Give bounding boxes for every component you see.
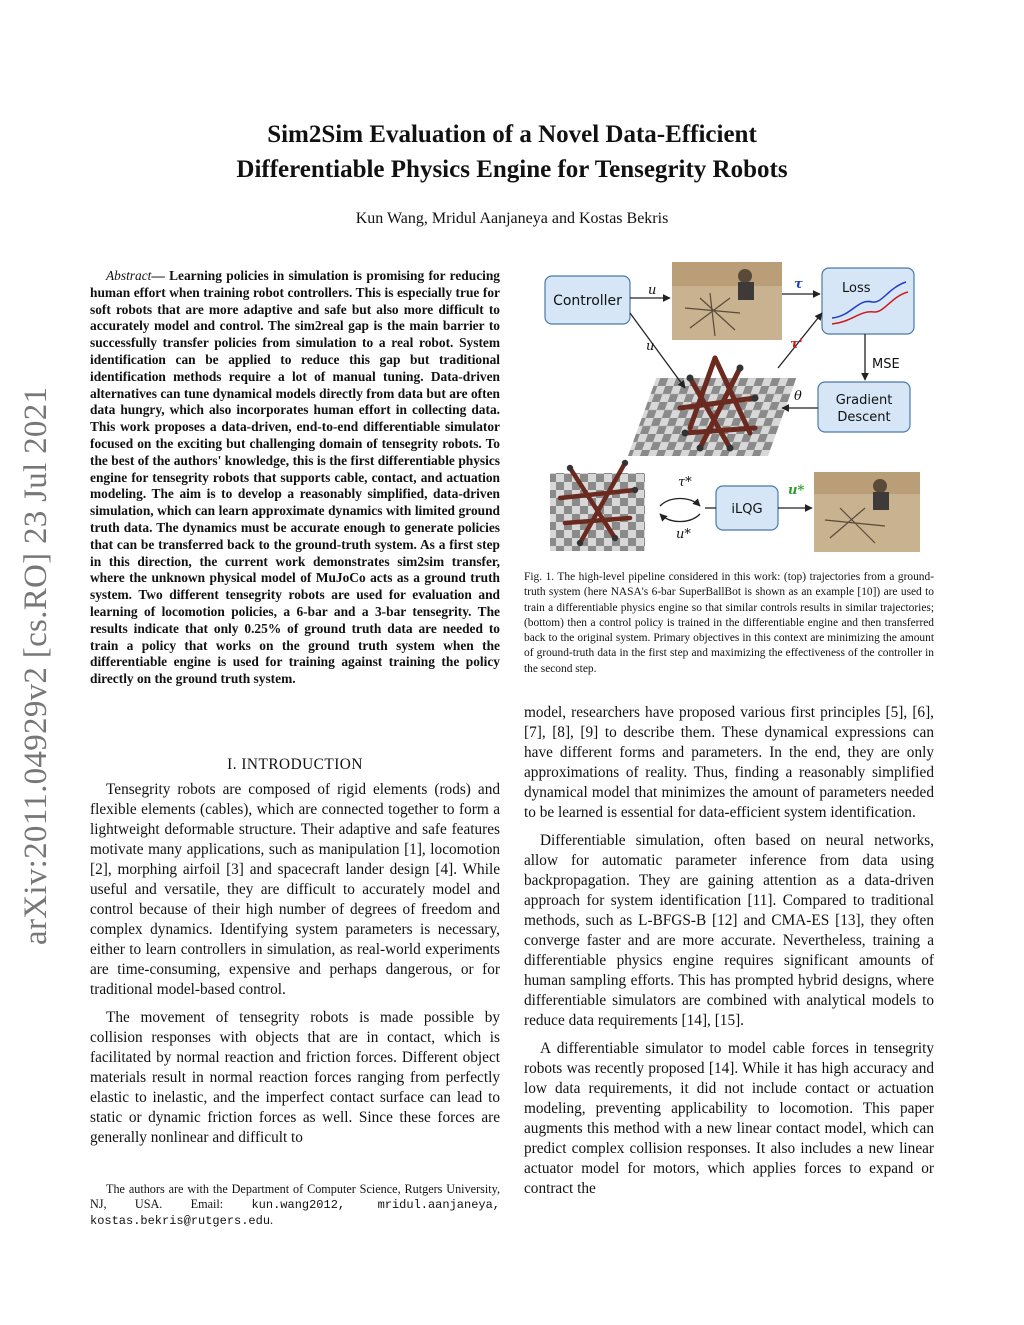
abstract-lead: Abstract — [106, 268, 152, 283]
right-paragraph-2: Differentiable simulation, often based on neural networks, allow for automatic parameter inference from data using backpropagation. They are gaining attention as a data-driven approach for system identification [11]. Compared to traditional methods, such as L-BFGS-B [12] and CMA-ES [13], they often converge faster and are more accurate. Nevertheless, training a differentiable physics engine requires significant amounts of human sampling efforts. This has prompted hybrid designs, where differentiable simulators are combined with analytical models to reduce data requirements [14], [15]. — [524, 832, 934, 1029]
footnote-end: . — [270, 1213, 274, 1227]
intro-paragraph-1: Tensegrity robots are composed of rigid elements (rods) and flexible elements (cables), which are connected together to form a lightweight deformable structure. Their adaptive and safe features motivate many applications, such as manipulation [1], locomotion [2], morphing airfoil [3] and spacecraft lander design [4]. While useful and versatile, they are difficult to accurately model and control because of their high number of degrees of freedom and complex dynamics. Identifying system parameters is necessary, either to learn controllers in simulation, as real-world experiments are time-consuming, expensive and perhaps dangerous, or for traditional model-based control. — [90, 781, 500, 998]
gradient-descent-line2: Descent — [837, 410, 891, 425]
section-heading-introduction: I. INTRODUCTION — [227, 756, 363, 773]
tau-label: τ — [794, 277, 803, 292]
right-paragraph-3: A differentiable simulator to model cable forces in tensegrity robots was recently proposed [14]. While it has high accuracy and low data requirements, it did not include contact or actuation modeling, preventing applicability to locomotion. This paper augments this method with a new linear contact model, which can predict complex collision responses. It also includes a new linear actuator model for motors, which applies forces to expand or contract the — [524, 1040, 934, 1197]
abstract — [90, 268, 500, 688]
u-star-label-left: u* — [676, 527, 691, 542]
footnote-text: The authors are with the Department of Computer Science, Rutgers University, NJ, USA. Email: — [90, 1182, 500, 1211]
tau-star-label: τ* — [678, 475, 692, 490]
gradient-descent-line1: Gradient — [835, 393, 893, 408]
title-line-1: Sim2Sim Evaluation of a Novel Data-Efficient — [267, 121, 757, 148]
paper-title — [130, 117, 894, 187]
mse-label: MSE — [872, 357, 900, 372]
tau-prime-label: τ' — [790, 337, 803, 352]
figure-pipeline — [540, 258, 920, 558]
right-column-text — [524, 703, 934, 1207]
controller-label: Controller — [553, 293, 622, 309]
author-list: Kun Wang, Mridul Aanjaneya and Kostas Bekris — [355, 210, 669, 227]
u-label-bottom: u — [646, 339, 655, 354]
loss-label: Loss — [842, 281, 871, 296]
intro-paragraph-2: The movement of tensegrity robots is made possible by collision responses with objects that are in contact, which is facilitated by normal reaction and friction forces. Different object materials result in normal reaction forces ranging from perfectly elastic to inelastic, and the imperfect contact surface can lead to static or dynamic friction forces as well. Since these forces are generally nonlinear and difficult to — [90, 1009, 500, 1146]
title-line-2: Differentiable Physics Engine for Tensegrity Robots — [236, 156, 788, 183]
footnote — [90, 1182, 500, 1229]
u-star-label-green: u* — [788, 483, 805, 498]
footnote-emails: kun.wang2012, mridul.aanjaneya, kostas.bekris@rutgers.edu — [90, 1198, 500, 1228]
figure-caption: Fig. 1. The high-level pipeline considered in this work: (top) trajectories from a ground-truth system (here NASA's 6-bar SuperBallBot is shown as an example [10]) are used to train a differentiable physics engine so that similar controls results in similar trajectories; (bottom) then a control policy is trained in the differentiable engine and then transferred back to the original system. Primary objectives in this context are minimizing the amount of ground-truth data in the first step and maximizing the effectiveness of the controller in the second step. — [524, 571, 934, 675]
introduction-text — [90, 780, 500, 1156]
arxiv-identifier: arXiv:2011.04929v2 [cs.RO] 23 Jul 2021 — [18, 386, 54, 945]
u-label-top: u — [648, 283, 657, 298]
right-paragraph-1: model, researchers have proposed various first principles [5], [6], [7], [8], [9] to describe them. These dynamical expressions can have different forms and parameters. In the end, they are only approximations of reality. Thus, finding a reasonably simplified dynamical model that minimizes the amount of parameters needed to be learned is essential for data-efficient system identification. — [524, 704, 934, 821]
abstract-body: — Learning policies in simulation is promising for reducing human effort when training robot controllers. This is especially true for soft robots that are more adaptive and safe but also more difficult to accurately model and control. The sim2real gap is the main barrier to successfully transfer policies from simulation to a real robot. System identification can be applied to reduce this gap but traditional identification methods require a lot of manual tuning. Data-driven alternatives can tune dynamical models directly from data but are often data hungry, which also incorporates human effort in collecting data. This work proposes a data-driven, end-to-end differentiable simulator focused on the exciting but challenging domain of tensegrity robots. To the best of the authors' knowledge, this is the first differentiable physics engine for tensegrity robots that supports cable, contact, and actuation modeling. The aim is to develop a reasonably simplified, data-driven simulation, which can learn approximate dynamics with limited ground truth data. The dynamics must be accurate enough to generate policies that can be transferred back to the ground-truth system. As a first step in this direction, the current work demonstrates sim2sim transfer, where the unknown physical model of MuJoCo acts as a ground truth system. Two different tensegrity robots are used for evaluation and learning of locomotion policies, a 6-bar and a 3-bar tensegrity. The results indicate that only 0.25% of ground truth data are needed to train a policy that works on the ground truth system when the differentiable engine is used for training against training the policy directly on the ground truth system. — [90, 268, 500, 687]
theta-label: θ — [794, 389, 802, 404]
ilqg-label: iLQG — [731, 502, 763, 517]
